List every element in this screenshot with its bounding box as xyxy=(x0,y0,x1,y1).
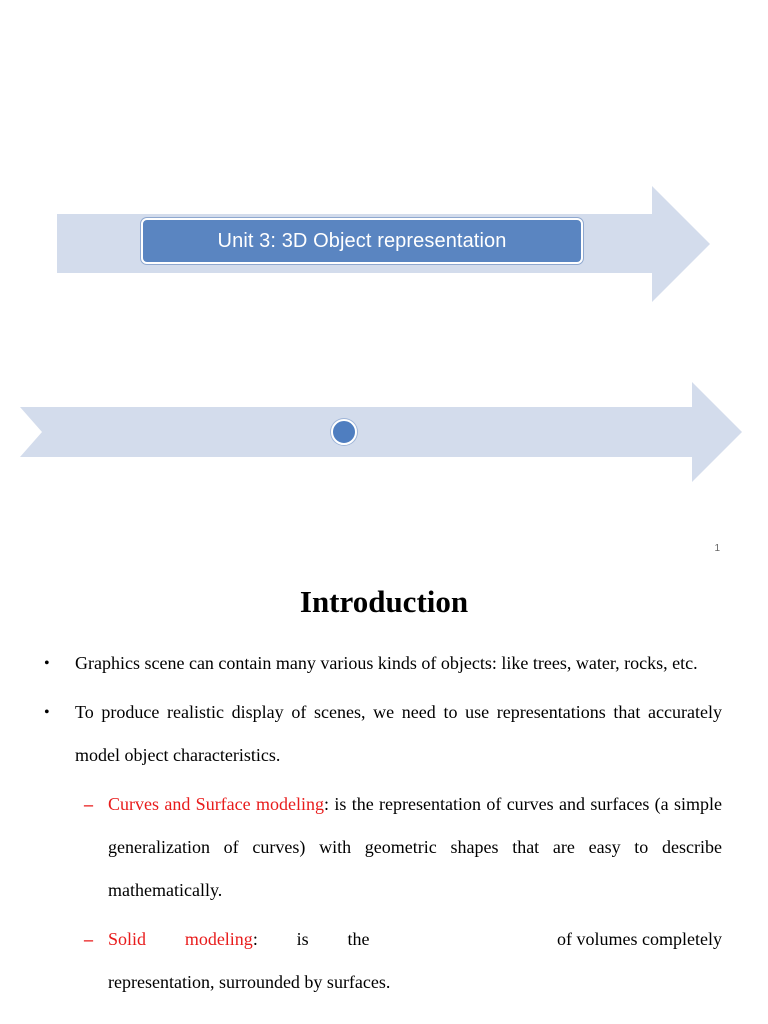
highlight-word: Solid xyxy=(108,929,147,949)
sub-bullet-text: of volumes completely xyxy=(557,929,722,949)
highlight-term: Curves and Surface modeling xyxy=(108,794,324,814)
sub-bullet-word: is xyxy=(296,929,309,949)
bottom-arrow xyxy=(20,382,742,482)
highlight-word: modeling xyxy=(184,929,253,949)
sub-bullet-item xyxy=(108,783,722,912)
sub-bullet-text: : is the representation of curves and surfaces (a simple generalization of curves) with geometric shapes that are easy to describe mathematically. xyxy=(108,794,722,900)
sub-bullet-word: the xyxy=(347,929,370,949)
sub-bullet-gap xyxy=(408,918,518,961)
sub-bullet-text-continued: representation, surrounded by surfaces. xyxy=(108,972,391,992)
page-number: 1 xyxy=(714,543,720,554)
sub-bullet-item xyxy=(108,918,722,1004)
slide-2 xyxy=(0,562,768,1024)
sub-bullet-line xyxy=(108,918,722,961)
highlight-term xyxy=(108,918,146,961)
slide-2-content xyxy=(0,642,768,1004)
slide-1-title: Unit 3: 3D Object representation xyxy=(217,229,507,252)
bullet-item: • Graphics scene can contain many various kinds of objects: like trees, water, rocks, etc. xyxy=(75,642,722,685)
highlight-term: modeling: xyxy=(184,929,258,949)
slide-1-title-box xyxy=(141,218,583,264)
bullet-item: • To produce realistic display of scenes, we need to use representations that accurately model object characteristics. xyxy=(75,691,722,777)
timeline-dot xyxy=(331,419,357,445)
slide-2-title: Introduction xyxy=(299,584,469,619)
